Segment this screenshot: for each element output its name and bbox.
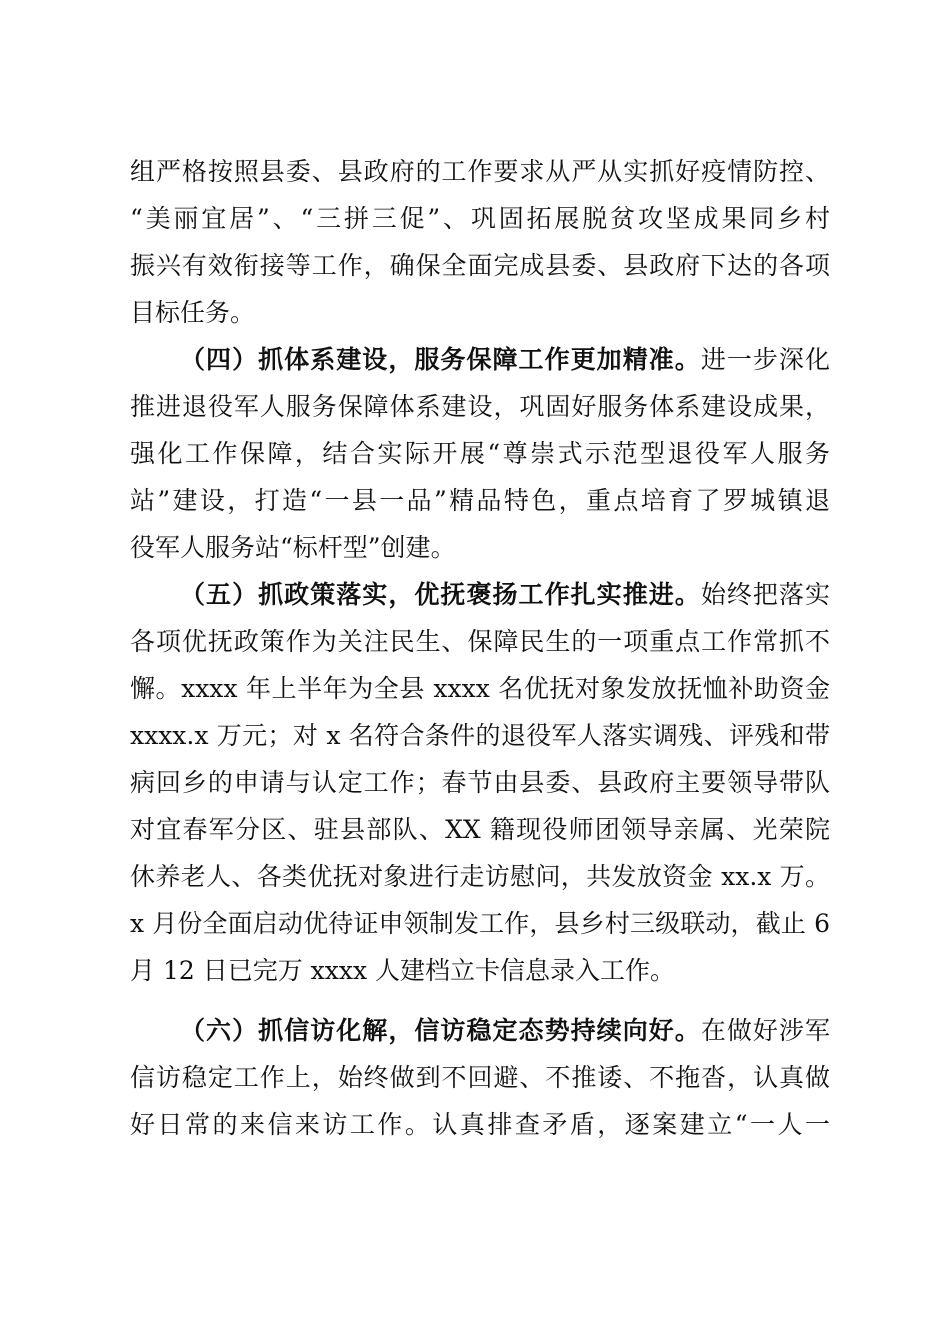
text-line: 役军人服务站“标杆型”创建。 — [130, 533, 456, 562]
paragraph-first-line — [180, 571, 830, 619]
text-line: 好日常的来信来访工作。认真排查矛盾，逐案建立“一人一 — [130, 1110, 830, 1139]
paragraph-first-line — [180, 336, 830, 384]
text-line: 组严格按照县委、县政府的工作要求从严从实抓好疫情防控、 — [130, 157, 830, 186]
text-line: “美丽宜居”、“三拼三促”、巩固拓展脱贫攻坚成果同乡村 — [130, 204, 830, 233]
text-line: 各项优抚政策作为关注民生、保障民生的一项重点工作常抓不 — [130, 627, 830, 656]
section-heading: （四）抓体系建设，服务保障工作更加精准。 — [180, 345, 701, 374]
section-heading: （六）抓信访化解，信访稳定态势持续向好。 — [180, 1016, 701, 1045]
text-line: 目标任务。 — [130, 298, 256, 327]
text-line: 病回乡的申请与认定工作；春节由县委、县政府主要领导带队 — [130, 768, 830, 797]
text-line: 振兴有效衔接等工作，确保全面完成县委、县政府下达的各项 — [130, 251, 830, 280]
text-line: 休养老人、各类优抚对象进行走访慰问，共发放资金 xx.x 万。 — [130, 862, 830, 891]
text-run: 进一步深化 — [700, 345, 830, 374]
text-line: 月 12 日已完万 xxxx 人建档立卡信息录入工作。 — [130, 956, 675, 985]
text-line: 信访稳定工作上，始终做到不回避、不推诿、不拖沓，认真做 — [130, 1063, 830, 1092]
text-line: 强化工作保障，结合实际开展“尊崇式示范型退役军人服务 — [130, 439, 830, 468]
section-heading: （五）抓政策落实，优抚褒扬工作扎实推进。 — [180, 580, 701, 609]
text-run: 在做好涉军 — [700, 1016, 830, 1045]
text-line: 站”建设，打造“一县一品”精品特色，重点培育了罗城镇退 — [130, 486, 830, 515]
text-line: 推进退役军人服务保障体系建设，巩固好服务体系建设成果， — [130, 392, 830, 421]
text-run: 始终把落实 — [700, 580, 830, 609]
text-line: xxxx.x 万元；对 x 名符合条件的退役军人落实调残、评残和带 — [130, 721, 830, 750]
text-line: 对宜春军分区、驻县部队、XX 籍现役师团领导亲属、光荣院 — [130, 815, 830, 844]
text-line: x 月份全面启动优待证申领制发工作，县乡村三级联动，截止 6 — [130, 909, 830, 938]
text-line: 懈。xxxx 年上半年为全县 xxxx 名优抚对象发放抚恤补助资金 — [130, 674, 830, 703]
paragraph-first-line — [180, 1007, 830, 1055]
